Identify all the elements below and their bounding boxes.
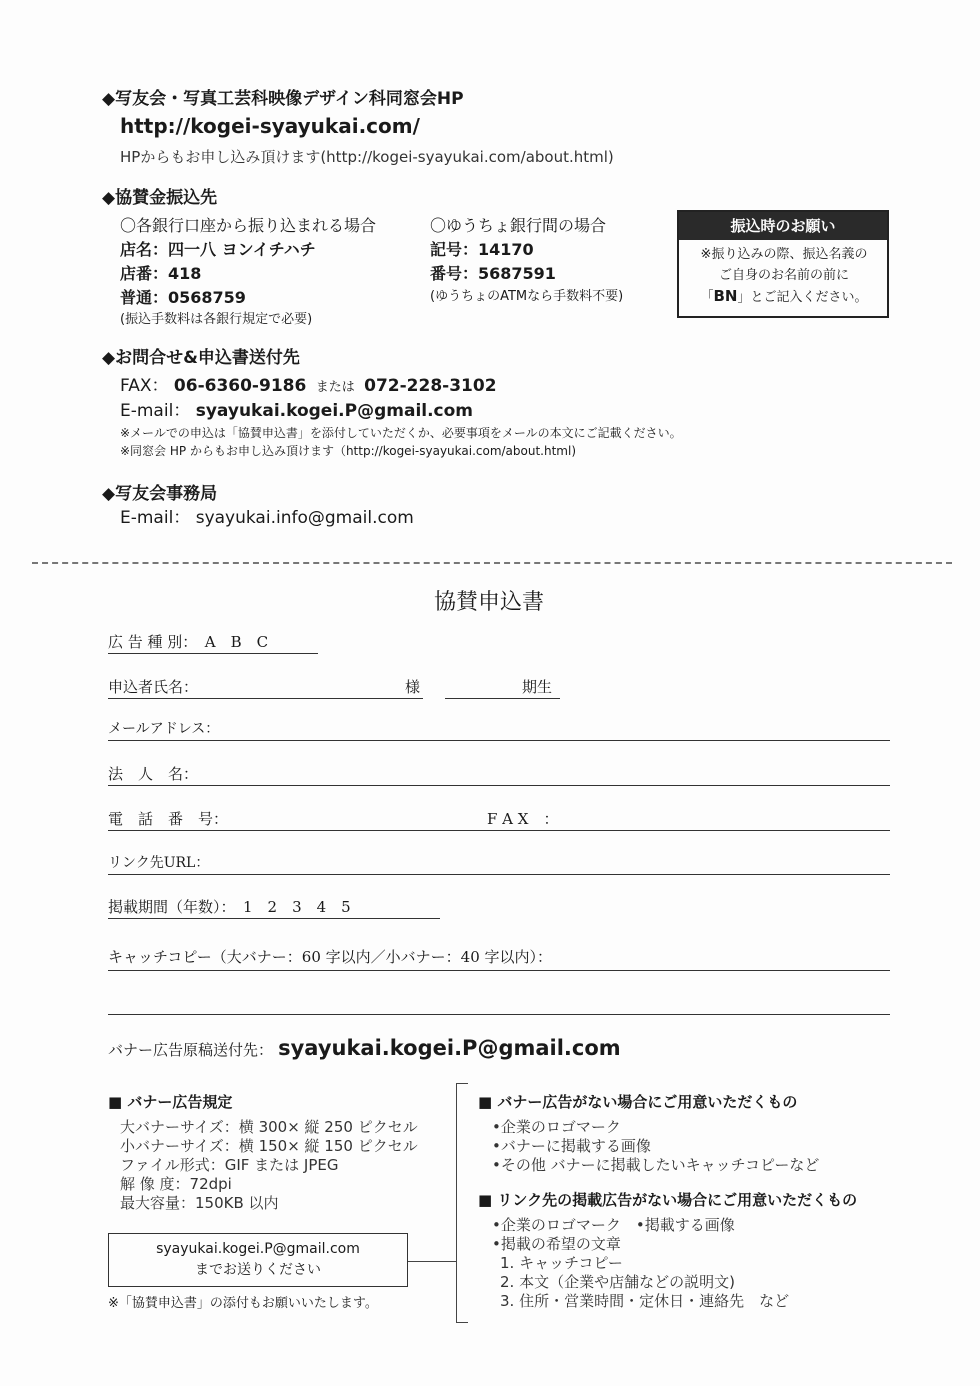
fax-field-label: F A X ： (487, 810, 559, 828)
no-banner-item: •企業のロゴマーク (492, 1118, 621, 1136)
notice-line-1: ※振り込みの際、振込名義の (700, 247, 868, 262)
notice-line-3: 「BN」とご記入ください。 (700, 287, 868, 305)
contact-note-1: ※メールでの申込は「協賛申込書」を添付していただくか、必要事項をメールの本文にご記載ください。 (120, 426, 682, 440)
send-to-text: までお送りください (195, 1262, 321, 1278)
no-banner-item: •その他 バナーに掲載したいキャッチコピーなど (492, 1156, 820, 1174)
sama-label: 様 (405, 678, 421, 696)
banner-rule: 小バナーサイズ：横 150× 縦 150 ピクセル (120, 1137, 418, 1155)
hp-note: HPからもお申し込み頂けます(http://kogei-syayukai.com/about.html) (120, 148, 614, 166)
contact-fax-line (120, 371, 497, 396)
transfer-heading: ◆協賛金振込先 (102, 188, 218, 208)
fax-or: または (315, 380, 355, 395)
contact-heading: ◆お問合せ&申込書送付先 (102, 348, 300, 368)
no-link-item: •企業のロゴマーク •掲載する画像 (492, 1216, 735, 1234)
yucho-title: 〇ゆうちょ銀行間の場合 (430, 216, 607, 235)
banner-send-line (108, 1036, 621, 1060)
mail-address-field[interactable] (108, 740, 890, 741)
banner-rule: 解 像 度：72dpi (120, 1175, 232, 1193)
banner-send-label: バナー広告原稿送付先： (108, 1041, 274, 1059)
yucho-fee-note: (ゆうちょのATMなら手数料不要) (430, 289, 624, 304)
send-to-box (108, 1233, 408, 1287)
hp-heading: ◆写友会・写真工芸科映像デザイン科同窓会HP (102, 89, 464, 109)
kisei-label: 期生 (522, 678, 553, 696)
ad-type-label[interactable]: 広 告 種 別： A B C (108, 633, 269, 651)
no-banner-heading: ■ バナー広告がない場合にご用意いただくもの (478, 1093, 798, 1111)
office-email-line (120, 503, 414, 528)
banner-rules-heading: ■ バナー広告規定 (108, 1093, 233, 1111)
contact-note-2: ※同窓会 HP からもお申し込み頂けます（http://kogei-syayukai.com/about.html) (120, 444, 577, 458)
no-link-item: 2. 本文（企業や店舗などの説明文) (500, 1273, 735, 1291)
notice-title: 振込時のお願い (679, 212, 887, 240)
contact-email-line (120, 396, 473, 421)
fax-number-2: 072-228-3102 (364, 376, 497, 396)
cut-line-divider (32, 562, 952, 564)
form-title: 協賛申込書 (434, 590, 545, 615)
bracket (456, 1083, 468, 1323)
notice-bn: BN (713, 287, 738, 305)
fax-label: FAX： (120, 376, 169, 396)
corporation-field[interactable] (108, 785, 890, 786)
corporation-label: 法 人 名： (108, 765, 199, 783)
notice-body (679, 240, 887, 308)
banner-rule: ファイル形式：GIF または JPEG (120, 1156, 339, 1174)
bank-branch: 店番：418 (120, 264, 202, 283)
bank-name: 店名：四一八 ヨンイチハチ (120, 240, 316, 259)
period-label[interactable]: 掲載期間（年数）： 1 2 3 4 5 (108, 898, 351, 916)
yucho-code: 記号：14170 (430, 240, 534, 259)
phone-label: 電 話 番 号： (108, 810, 229, 828)
banner-send-email-link[interactable]: syayukai.kogei.P@gmail.com (278, 1036, 621, 1060)
no-link-heading: ■ リンク先の掲載広告がない場合にご用意いただくもの (478, 1191, 858, 1209)
banner-rule: 大バナーサイズ：横 300× 縦 250 ピクセル (120, 1118, 418, 1136)
connector-line (408, 1261, 456, 1262)
office-email-label: E-mail： (120, 508, 191, 528)
hp-url-link[interactable]: http://kogei-syayukai.com/ (120, 114, 420, 138)
catch-copy-field-2[interactable] (108, 1014, 890, 1015)
catch-copy-field-1[interactable] (108, 970, 890, 971)
link-url-label: リンク先URL： (108, 855, 210, 871)
applicant-name-field[interactable] (108, 698, 423, 699)
transfer-notice-box (677, 210, 889, 318)
phone-fax-field[interactable] (108, 830, 890, 831)
no-link-item: 3. 住所・営業時間・定休日・連絡先 など (500, 1292, 790, 1310)
ad-type-underline (108, 653, 318, 654)
kisei-field[interactable] (445, 698, 560, 699)
bank-fee-note: (振込手数料は各銀行規定で必要) (120, 312, 313, 327)
yucho-number: 番号：5687591 (430, 264, 556, 283)
no-link-item: 1. キャッチコピー (500, 1254, 623, 1272)
link-url-field[interactable] (108, 874, 890, 875)
mail-address-label: メールアドレス： (108, 721, 220, 737)
banner-rule: 最大容量：150KB 以内 (120, 1194, 279, 1212)
applicant-name-label: 申込者氏名： (108, 678, 199, 696)
bank-account: 普通：0568759 (120, 288, 246, 307)
office-email-link[interactable]: syayukai.info@gmail.com (195, 508, 414, 528)
no-banner-item: •バナーに掲載する画像 (492, 1137, 651, 1155)
no-link-item: •掲載の希望の文章 (492, 1235, 621, 1253)
attach-note: ※「協賛申込書」の添付もお願いいたします。 (108, 1296, 378, 1311)
contact-email-link[interactable]: syayukai.kogei.P@gmail.com (195, 401, 474, 421)
email-label: E-mail： (120, 401, 191, 421)
bank-title: 〇各銀行口座から振り込まれる場合 (120, 216, 377, 235)
office-heading: ◆写友会事務局 (102, 484, 218, 504)
notice-line-2: ご自身のお名前の前に (718, 268, 849, 283)
period-underline (108, 918, 440, 919)
fax-number-1: 06-6360-9186 (173, 376, 307, 396)
send-to-email[interactable]: syayukai.kogei.P@gmail.com (156, 1241, 360, 1257)
catch-copy-label: キャッチコピー（大バナー：60 字以内／小バナー：40 字以内）： (108, 948, 553, 966)
